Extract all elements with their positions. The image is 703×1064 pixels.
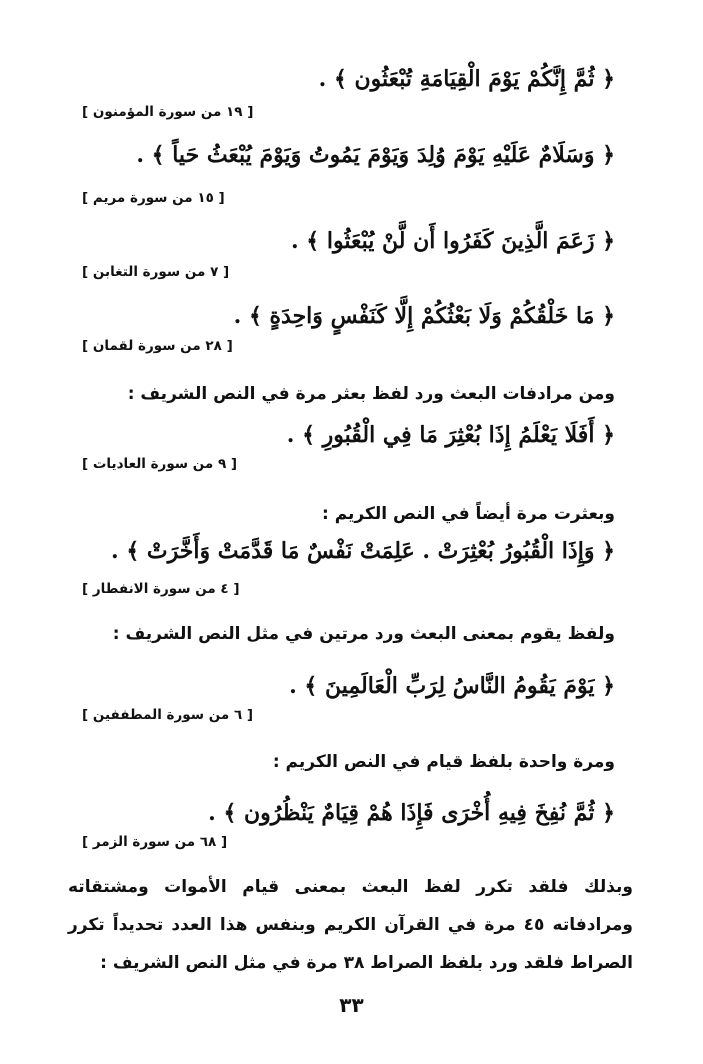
quran-verse: ﴿ ثُمَّ إِنَّكُمْ يَوْمَ الْقِيَامَةِ تُبْعَثُون ﴾ . bbox=[318, 66, 615, 92]
quran-verse: ﴿ مَا خَلْقُكُمْ وَلَا بَعْثُكُمْ إِلَّا كَنَفْسٍ وَاحِدَةٍ ﴾ . bbox=[233, 303, 615, 329]
quran-verse: ﴿ أَفَلَا يَعْلَمُ إِذَا بُعْثِرَ مَا فِي الْقُبُورِ ﴾ . bbox=[286, 422, 615, 448]
prose-line: وبعثرت مرة أيضاً في النص الكريم : bbox=[322, 504, 615, 524]
verse-reference: [ ١٥ من سورة مريم ] bbox=[82, 190, 225, 206]
quran-verse: ﴿ زَعَمَ الَّذِينَ كَفَرُوا أَن لَّنْ يُبْعَثُوا ﴾ . bbox=[290, 228, 615, 254]
closing-paragraph: وبذلك فلقد تكرر لفظ البعث بمعنى قيام الأموات ومشتقاته ومرادفاته ٤٥ مرة في القرآن الكريم وبنفس هذا العدد تحديداً تكرر الصراط فلقد ورد بلفظ الصراط ٣٨ مرة في مثل النص الشريف : bbox=[68, 877, 633, 973]
prose-line: ومرة واحدة بلفظ قيام في النص الكريم : bbox=[272, 752, 615, 772]
prose-line: ومن مرادفات البعث ورد لفظ بعثر مرة في النص الشريف : bbox=[127, 384, 615, 404]
verse-reference: [ ٩ من سورة العاديات ] bbox=[82, 456, 238, 472]
quran-verse: ﴿ وَسَلَامٌ عَلَيْهِ يَوْمَ وُلِدَ وَيَوْمَ يَمُوتُ وَيَوْمَ يُبْعَثُ حَياً ﴾ . bbox=[136, 142, 615, 168]
verse-reference: [ ٤ من سورة الانفطار ] bbox=[82, 581, 240, 597]
prose-line: ولفظ يقوم بمعنى البعث ورد مرتين في مثل النص الشريف : bbox=[112, 624, 615, 644]
verse-reference: [ ٢٨ من سورة لقمان ] bbox=[82, 338, 233, 354]
verse-reference: [ ٦٨ من سورة الزمر ] bbox=[82, 834, 228, 850]
verse-reference: [ ٦ من سورة المطففين ] bbox=[82, 707, 254, 723]
quran-verse: ﴿ ثُمَّ نُفِخَ فِيهِ أُخْرَى فَإِذَا هُمْ قِيَامٌ يَنْظُرُون ﴾ . bbox=[208, 800, 615, 826]
quran-verse: ﴿ وَإِذَا الْقُبُورُ بُعْثِرَتْ . عَلِمَتْ نَفْسٌ مَا قَدَّمَتْ وَأَخَّرَتْ ﴾ . bbox=[111, 538, 615, 564]
verse-reference: [ ١٩ من سورة المؤمنون ] bbox=[82, 104, 254, 120]
quran-verse: ﴿ يَوْمَ يَقُومُ النَّاسُ لِرَبِّ الْعَالَمِينَ ﴾ . bbox=[289, 673, 615, 699]
page-number: ٣٣ bbox=[339, 993, 364, 1017]
verse-reference: [ ٧ من سورة التغابن ] bbox=[82, 264, 230, 280]
